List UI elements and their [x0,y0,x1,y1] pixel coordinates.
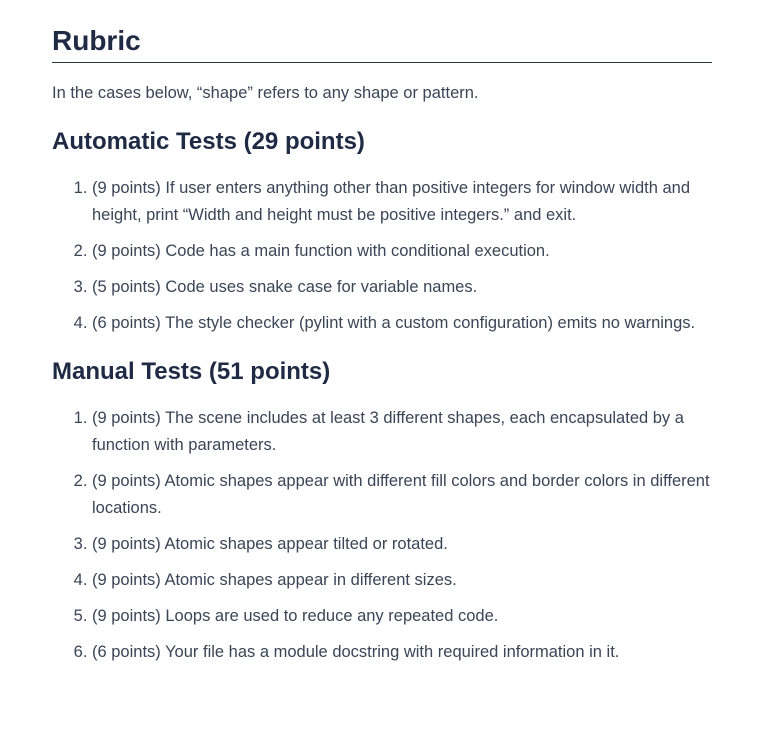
list-item: 6. (6 points) Your file has a module docstring with required information in it. [92,639,712,666]
manual-tests-list [52,405,712,666]
manual-tests-section [52,355,712,666]
section-heading: Manual Tests (51 points) [52,358,331,385]
automatic-tests-section [52,125,712,337]
list-item: 4. (9 points) Atomic shapes appear in different sizes. [92,567,712,594]
page-title: Rubric [52,22,712,63]
list-item: 2. (9 points) Code has a main function with conditional execution. [92,238,712,265]
list-item: 2. (9 points) Atomic shapes appear with different fill colors and border colors in different locations. [92,468,712,522]
list-item: 5. (9 points) Loops are used to reduce any repeated code. [92,603,712,630]
list-item: 1. (9 points) If user enters anything other than positive integers for window width and height, print “Width and height must be positive integers.” and exit. [92,175,712,229]
automatic-tests-list [52,175,712,337]
intro-text: In the cases below, “shape” refers to any shape or pattern. [52,84,479,102]
list-item: 3. (9 points) Atomic shapes appear tilted or rotated. [92,531,712,558]
list-item: 1. (9 points) The scene includes at least 3 different shapes, each encapsulated by a function with parameters. [92,405,712,459]
list-item: 4. (6 points) The style checker (pylint with a custom configuration) emits no warnings. [92,310,712,337]
section-heading: Automatic Tests (29 points) [52,128,365,155]
list-item: 3. (5 points) Code uses snake case for variable names. [92,274,712,301]
